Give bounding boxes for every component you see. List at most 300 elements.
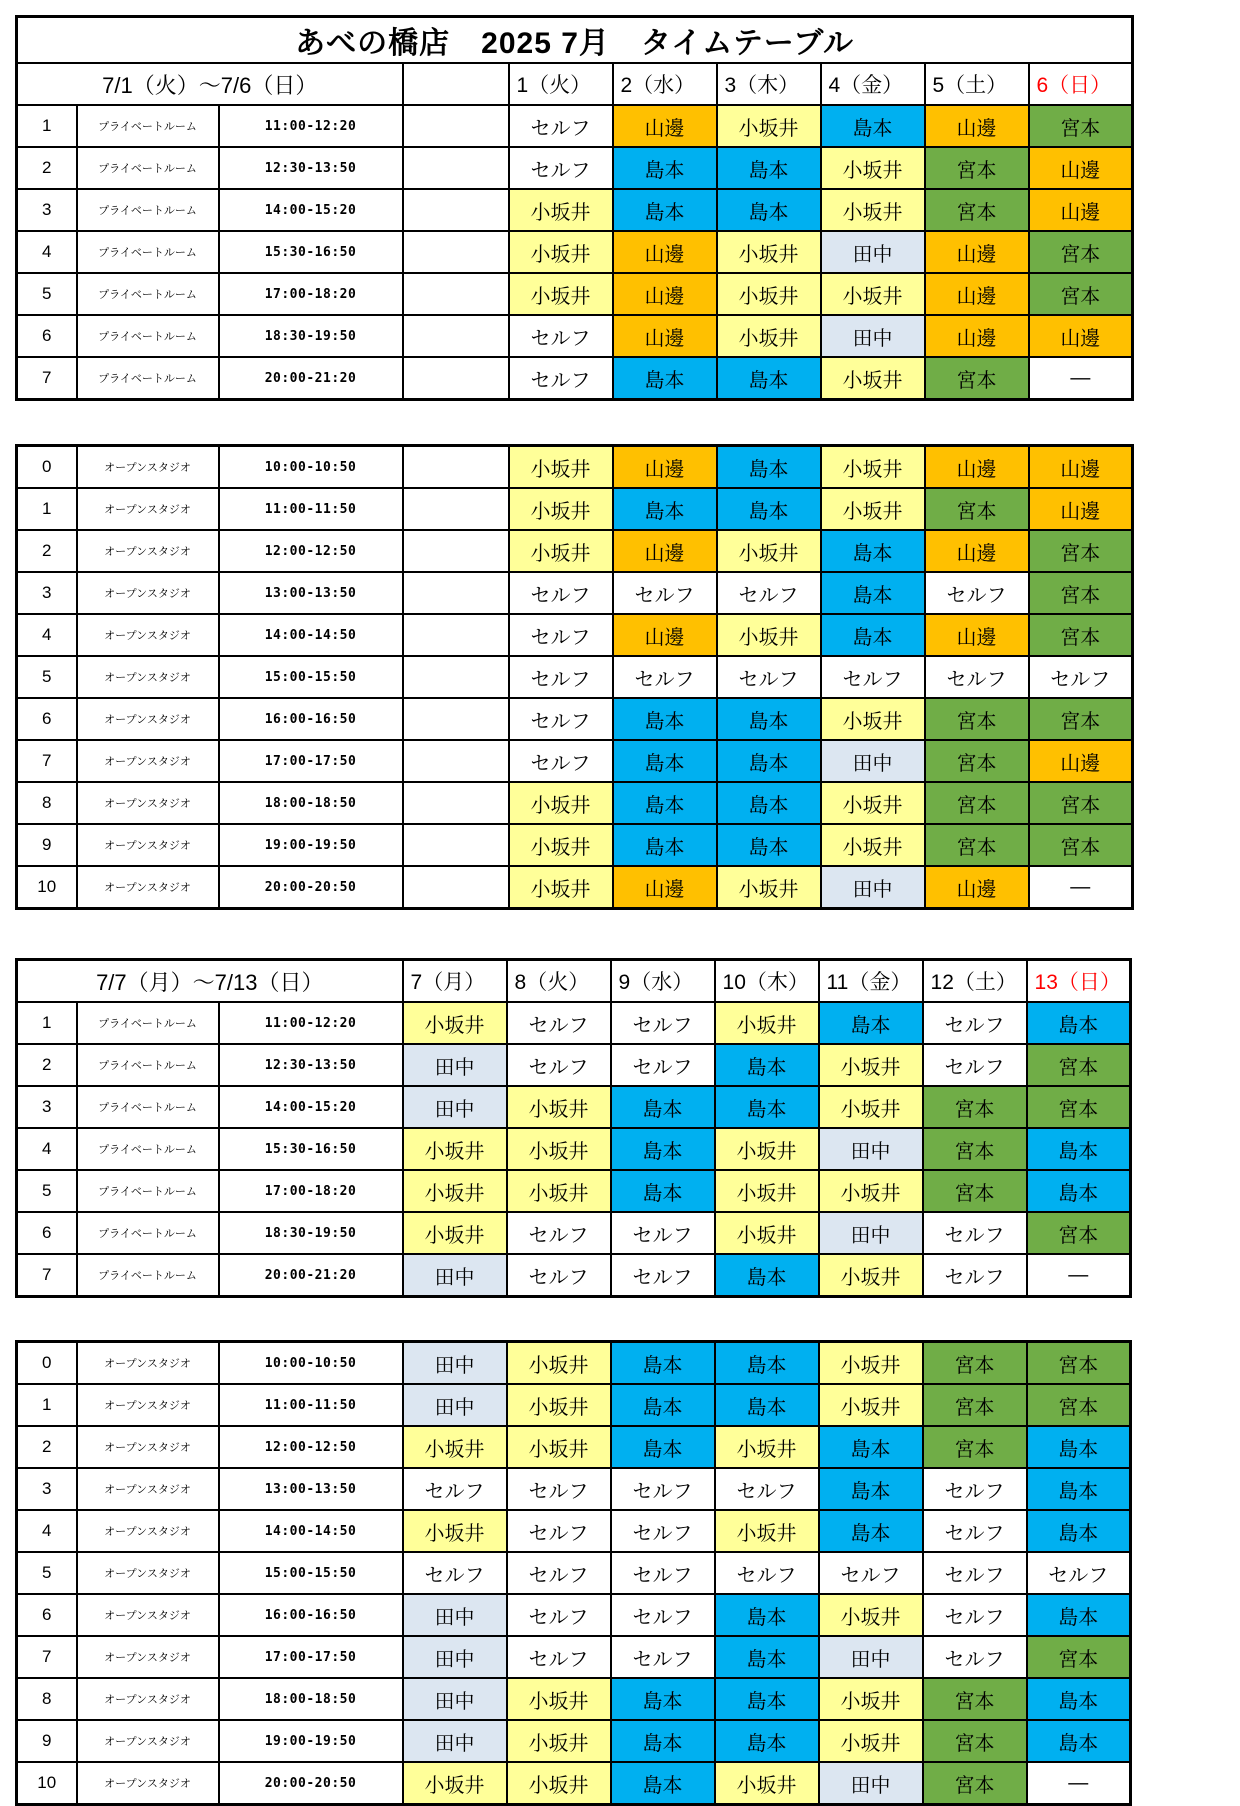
shift-cell: 島本 (1027, 1720, 1131, 1762)
shift-cell: セルフ (923, 1636, 1027, 1678)
shift-cell: 田中 (403, 1384, 507, 1426)
timeslot-row (17, 1552, 1131, 1594)
shift-cell: 田中 (819, 1212, 923, 1254)
room-label: オープンスタジオ (77, 782, 219, 824)
shift-cell: 小坂井 (717, 866, 821, 909)
shift-cell: セルフ (923, 1594, 1027, 1636)
page-title: あべの橋店 2025 7月 タイムテーブル (17, 17, 1133, 64)
room-label: プライベートルーム (77, 1044, 219, 1086)
shift-cell: 小坂井 (717, 530, 821, 572)
shift-cell: 宮本 (1029, 231, 1133, 273)
day-header: 10（木） (715, 960, 819, 1003)
time-range: 11:00-11:50 (219, 488, 403, 530)
timeslot-row (17, 357, 1133, 400)
shift-cell: 島本 (1027, 1594, 1131, 1636)
shift-cell: 小坂井 (821, 147, 925, 189)
shift-cell: 宮本 (925, 357, 1029, 400)
shift-cell: セルフ (509, 357, 613, 400)
shift-cell: 小坂井 (507, 1678, 611, 1720)
empty-day-cell (403, 147, 509, 189)
time-range: 16:00-16:50 (219, 698, 403, 740)
week-range-label: 7/7（月）～7/13（日） (17, 960, 403, 1003)
time-range: 13:00-13:50 (219, 1468, 403, 1510)
shift-cell: セルフ (507, 1510, 611, 1552)
slot-number: 6 (17, 1212, 77, 1254)
shift-cell: 宮本 (1027, 1636, 1131, 1678)
shift-cell: 山邊 (613, 273, 717, 315)
shift-cell: セルフ (509, 698, 613, 740)
shift-cell: 島本 (1027, 1426, 1131, 1468)
shift-cell: 山邊 (925, 315, 1029, 357)
empty-day-cell (403, 698, 509, 740)
shift-cell: セルフ (717, 572, 821, 614)
slot-number: 6 (17, 1594, 77, 1636)
shift-cell: セルフ (509, 105, 613, 147)
day-header: 4（金） (821, 63, 925, 105)
shift-cell: 島本 (715, 1594, 819, 1636)
empty-day-cell (403, 273, 509, 315)
slot-number: 2 (17, 1044, 77, 1086)
room-label: オープンスタジオ (77, 1384, 219, 1426)
shift-cell: セルフ (611, 1468, 715, 1510)
shift-cell: 田中 (821, 231, 925, 273)
shift-cell: 山邊 (925, 446, 1029, 489)
shift-cell: 小坂井 (403, 1170, 507, 1212)
shift-cell: 小坂井 (821, 273, 925, 315)
shift-cell: 小坂井 (717, 273, 821, 315)
room-label: オープンスタジオ (77, 1510, 219, 1552)
shift-cell: 小坂井 (509, 273, 613, 315)
day-header: 2（水） (613, 63, 717, 105)
timeslot-row (17, 273, 1133, 315)
shift-cell: セルフ (507, 1636, 611, 1678)
shift-cell: セルフ (923, 1002, 1027, 1044)
shift-cell: 宮本 (1029, 530, 1133, 572)
timeslot-row (17, 1426, 1131, 1468)
timeslot-row (17, 1212, 1131, 1254)
empty-day-cell (403, 357, 509, 400)
shift-cell: 島本 (717, 147, 821, 189)
timeslot-row (17, 824, 1133, 866)
shift-cell: セルフ (715, 1468, 819, 1510)
shift-cell: セルフ (613, 572, 717, 614)
shift-cell: 宮本 (1029, 273, 1133, 315)
shift-cell: 島本 (717, 740, 821, 782)
time-range: 19:00-19:50 (219, 824, 403, 866)
shift-cell: 山邊 (925, 105, 1029, 147)
shift-cell: 小坂井 (509, 782, 613, 824)
shift-cell: 島本 (717, 782, 821, 824)
shift-cell: 宮本 (1027, 1212, 1131, 1254)
time-range: 14:00-15:20 (219, 1086, 403, 1128)
shift-cell: 島本 (717, 824, 821, 866)
shift-cell: 小坂井 (821, 189, 925, 231)
empty-day-cell (403, 488, 509, 530)
room-label: オープンスタジオ (77, 488, 219, 530)
room-label: プライベートルーム (77, 189, 219, 231)
shift-cell: 島本 (1027, 1510, 1131, 1552)
room-label: プライベートルーム (77, 315, 219, 357)
room-label: オープンスタジオ (77, 1762, 219, 1805)
timeslot-row (17, 656, 1133, 698)
slot-number: 0 (17, 446, 77, 489)
shift-cell: 島本 (819, 1426, 923, 1468)
slot-number: 0 (17, 1342, 77, 1385)
shift-cell: セルフ (611, 1552, 715, 1594)
shift-cell: セルフ (925, 572, 1029, 614)
shift-cell: 宮本 (923, 1678, 1027, 1720)
slot-number: 10 (17, 866, 77, 909)
time-range: 14:00-14:50 (219, 614, 403, 656)
slot-number: 6 (17, 315, 77, 357)
time-range: 13:00-13:50 (219, 572, 403, 614)
shift-cell: 小坂井 (507, 1384, 611, 1426)
slot-number: 7 (17, 1254, 77, 1297)
day-header: 12（土） (923, 960, 1027, 1003)
timetable-week1-private-room (15, 15, 1134, 401)
shift-cell: 田中 (403, 1678, 507, 1720)
shift-cell: 小坂井 (509, 231, 613, 273)
shift-cell: 山邊 (613, 614, 717, 656)
shift-cell: 宮本 (923, 1086, 1027, 1128)
time-range: 14:00-14:50 (219, 1510, 403, 1552)
shift-cell: 田中 (403, 1636, 507, 1678)
room-label: オープンスタジオ (77, 446, 219, 489)
empty-day-header-cell (403, 63, 509, 105)
shift-cell: 山邊 (613, 446, 717, 489)
shift-cell: 島本 (613, 740, 717, 782)
shift-cell: 小坂井 (821, 782, 925, 824)
room-label: オープンスタジオ (77, 1720, 219, 1762)
room-label: オープンスタジオ (77, 698, 219, 740)
room-label: オープンスタジオ (77, 1468, 219, 1510)
shift-cell: 小坂井 (717, 315, 821, 357)
shift-cell: 山邊 (1029, 488, 1133, 530)
shift-cell: 小坂井 (715, 1128, 819, 1170)
room-label: プライベートルーム (77, 147, 219, 189)
shift-cell: 島本 (611, 1720, 715, 1762)
shift-cell: 山邊 (613, 866, 717, 909)
timeslot-row (17, 147, 1133, 189)
shift-cell: 小坂井 (821, 698, 925, 740)
empty-day-cell (403, 105, 509, 147)
shift-cell: 小坂井 (715, 1510, 819, 1552)
shift-cell: 宮本 (923, 1720, 1027, 1762)
room-label: プライベートルーム (77, 1002, 219, 1044)
time-range: 19:00-19:50 (219, 1720, 403, 1762)
empty-day-cell (403, 614, 509, 656)
shift-cell: 宮本 (1027, 1342, 1131, 1385)
room-label: オープンスタジオ (77, 740, 219, 782)
day-header: 1（火） (509, 63, 613, 105)
shift-cell: 山邊 (613, 530, 717, 572)
room-label: プライベートルーム (77, 357, 219, 400)
shift-cell: 小坂井 (715, 1212, 819, 1254)
shift-cell: 小坂井 (507, 1342, 611, 1385)
day-header: 3（木） (717, 63, 821, 105)
empty-day-cell (403, 315, 509, 357)
room-label: オープンスタジオ (77, 656, 219, 698)
shift-cell: 宮本 (925, 488, 1029, 530)
slot-number: 9 (17, 1720, 77, 1762)
timeslot-row (17, 1002, 1131, 1044)
day-header: 9（水） (611, 960, 715, 1003)
room-label: プライベートルーム (77, 1128, 219, 1170)
shift-cell: 島本 (1027, 1468, 1131, 1510)
timeslot-row (17, 740, 1133, 782)
shift-cell: 小坂井 (403, 1762, 507, 1805)
shift-cell: 小坂井 (717, 614, 821, 656)
time-range: 11:00-12:20 (219, 105, 403, 147)
shift-cell: 山邊 (613, 231, 717, 273)
shift-cell: 島本 (715, 1342, 819, 1385)
shift-cell: 宮本 (923, 1170, 1027, 1212)
shift-cell: 島本 (613, 782, 717, 824)
slot-number: 5 (17, 1552, 77, 1594)
room-label: オープンスタジオ (77, 1342, 219, 1385)
room-label: プライベートルーム (77, 231, 219, 273)
day-header: 11（金） (819, 960, 923, 1003)
time-range: 20:00-20:50 (219, 866, 403, 909)
time-range: 15:00-15:50 (219, 1552, 403, 1594)
time-range: 20:00-21:20 (219, 1254, 403, 1297)
shift-cell: 小坂井 (507, 1086, 611, 1128)
shift-cell: 小坂井 (821, 446, 925, 489)
slot-number: 5 (17, 656, 77, 698)
time-range: 15:30-16:50 (219, 231, 403, 273)
shift-cell: 小坂井 (819, 1086, 923, 1128)
shift-cell: 小坂井 (819, 1720, 923, 1762)
shift-cell: 小坂井 (821, 357, 925, 400)
shift-cell: セルフ (611, 1254, 715, 1297)
shift-cell: 山邊 (613, 105, 717, 147)
shift-cell: 小坂井 (403, 1128, 507, 1170)
shift-cell: 島本 (611, 1762, 715, 1805)
shift-cell: — (1027, 1254, 1131, 1297)
shift-cell: 島本 (819, 1002, 923, 1044)
shift-cell: セルフ (1029, 656, 1133, 698)
shift-cell: 島本 (717, 446, 821, 489)
timeslot-row (17, 530, 1133, 572)
shift-cell: 小坂井 (715, 1762, 819, 1805)
shift-cell: 田中 (821, 740, 925, 782)
slot-number: 7 (17, 740, 77, 782)
shift-cell: セルフ (507, 1254, 611, 1297)
shift-cell: — (1029, 357, 1133, 400)
shift-cell: セルフ (403, 1468, 507, 1510)
time-range: 11:00-12:20 (219, 1002, 403, 1044)
shift-cell: 小坂井 (715, 1426, 819, 1468)
empty-day-cell (403, 446, 509, 489)
shift-cell: 山邊 (1029, 315, 1133, 357)
shift-cell: 島本 (715, 1254, 819, 1297)
shift-cell: セルフ (819, 1552, 923, 1594)
shift-cell: 宮本 (1029, 572, 1133, 614)
shift-cell: 島本 (613, 488, 717, 530)
shift-cell: 小坂井 (715, 1002, 819, 1044)
empty-day-cell (403, 740, 509, 782)
empty-day-cell (403, 530, 509, 572)
room-label: オープンスタジオ (77, 1594, 219, 1636)
shift-cell: セルフ (507, 1594, 611, 1636)
shift-cell: 宮本 (925, 740, 1029, 782)
week-range-label: 7/1（火）～7/6（日） (17, 63, 403, 105)
shift-cell: 小坂井 (509, 189, 613, 231)
day-header: 6（日） (1029, 63, 1133, 105)
shift-cell: 田中 (821, 315, 925, 357)
timeslot-row (17, 1128, 1131, 1170)
shift-cell: セルフ (509, 315, 613, 357)
shift-cell: 島本 (1027, 1128, 1131, 1170)
shift-cell: 宮本 (1027, 1044, 1131, 1086)
shift-cell: 島本 (611, 1678, 715, 1720)
slot-number: 4 (17, 231, 77, 273)
room-label: プライベートルーム (77, 105, 219, 147)
slot-number: 5 (17, 273, 77, 315)
empty-day-cell (403, 572, 509, 614)
slot-number: 7 (17, 1636, 77, 1678)
shift-cell: 小坂井 (403, 1002, 507, 1044)
timeslot-row (17, 1636, 1131, 1678)
shift-cell: セルフ (613, 656, 717, 698)
shift-cell: 小坂井 (507, 1762, 611, 1805)
room-label: オープンスタジオ (77, 866, 219, 909)
shift-cell: 小坂井 (403, 1510, 507, 1552)
shift-cell: 小坂井 (509, 824, 613, 866)
shift-cell: 島本 (821, 530, 925, 572)
day-header: 13（日） (1027, 960, 1131, 1003)
timeslot-row (17, 1468, 1131, 1510)
shift-cell: セルフ (611, 1044, 715, 1086)
shift-cell: セルフ (717, 656, 821, 698)
shift-cell: 宮本 (925, 698, 1029, 740)
day-header: 5（土） (925, 63, 1029, 105)
shift-cell: 島本 (613, 189, 717, 231)
shift-cell: セルフ (509, 147, 613, 189)
shift-cell: 山邊 (1029, 446, 1133, 489)
timeslot-row (17, 1762, 1131, 1805)
shift-cell: 小坂井 (509, 866, 613, 909)
timeslot-row (17, 1170, 1131, 1212)
shift-cell: 島本 (819, 1468, 923, 1510)
room-label: プライベートルーム (77, 273, 219, 315)
shift-cell: 島本 (717, 698, 821, 740)
shift-cell: 島本 (613, 824, 717, 866)
shift-cell: 島本 (1027, 1002, 1131, 1044)
shift-cell: 島本 (611, 1426, 715, 1468)
slot-number: 3 (17, 1086, 77, 1128)
shift-cell: 宮本 (923, 1342, 1027, 1385)
shift-cell: 田中 (403, 1086, 507, 1128)
time-range: 20:00-20:50 (219, 1762, 403, 1805)
shift-cell: 島本 (613, 147, 717, 189)
shift-cell: 小坂井 (819, 1594, 923, 1636)
room-label: オープンスタジオ (77, 614, 219, 656)
room-label: オープンスタジオ (77, 530, 219, 572)
shift-cell: セルフ (509, 740, 613, 782)
shift-cell: セルフ (611, 1510, 715, 1552)
room-label: プライベートルーム (77, 1086, 219, 1128)
slot-number: 9 (17, 824, 77, 866)
shift-cell: 小坂井 (819, 1254, 923, 1297)
shift-cell: 宮本 (1029, 824, 1133, 866)
shift-cell: 小坂井 (819, 1384, 923, 1426)
time-range: 17:00-18:20 (219, 1170, 403, 1212)
shift-cell: 小坂井 (715, 1170, 819, 1212)
shift-cell: 宮本 (925, 824, 1029, 866)
timeslot-row (17, 1594, 1131, 1636)
shift-cell: 小坂井 (819, 1044, 923, 1086)
timeslot-row (17, 1678, 1131, 1720)
shift-cell: 田中 (403, 1254, 507, 1297)
shift-cell: 小坂井 (403, 1426, 507, 1468)
shift-cell: 小坂井 (821, 488, 925, 530)
timeslot-row (17, 1384, 1131, 1426)
timeslot-row (17, 1342, 1131, 1385)
shift-cell: — (1027, 1762, 1131, 1805)
shift-cell: 宮本 (923, 1384, 1027, 1426)
shift-cell: セルフ (923, 1510, 1027, 1552)
shift-cell: 田中 (819, 1636, 923, 1678)
slot-number: 7 (17, 357, 77, 400)
shift-cell: 小坂井 (819, 1342, 923, 1385)
shift-cell: 島本 (821, 614, 925, 656)
slot-number: 8 (17, 782, 77, 824)
slot-number: 2 (17, 1426, 77, 1468)
time-range: 20:00-21:20 (219, 357, 403, 400)
shift-cell: セルフ (507, 1044, 611, 1086)
shift-cell: セルフ (923, 1212, 1027, 1254)
empty-day-cell (403, 824, 509, 866)
shift-cell: セルフ (507, 1212, 611, 1254)
shift-cell: 田中 (403, 1720, 507, 1762)
shift-cell: 小坂井 (509, 488, 613, 530)
shift-cell: 宮本 (925, 189, 1029, 231)
shift-cell: 山邊 (925, 273, 1029, 315)
shift-cell: 小坂井 (509, 446, 613, 489)
shift-cell: 島本 (611, 1086, 715, 1128)
shift-cell: 宮本 (1029, 782, 1133, 824)
shift-cell: 宮本 (925, 782, 1029, 824)
shift-cell: 田中 (819, 1762, 923, 1805)
empty-day-cell (403, 656, 509, 698)
shift-cell: — (1029, 866, 1133, 909)
timeslot-row (17, 189, 1133, 231)
shift-cell: 宮本 (923, 1426, 1027, 1468)
slot-number: 5 (17, 1170, 77, 1212)
shift-cell: 島本 (715, 1720, 819, 1762)
shift-cell: 島本 (717, 357, 821, 400)
shift-cell: 島本 (1027, 1678, 1131, 1720)
day-header: 8（火） (507, 960, 611, 1003)
shift-cell: セルフ (403, 1552, 507, 1594)
time-range: 14:00-15:20 (219, 189, 403, 231)
slot-number: 3 (17, 1468, 77, 1510)
shift-cell: 小坂井 (819, 1678, 923, 1720)
shift-cell: 島本 (715, 1044, 819, 1086)
timeslot-row (17, 105, 1133, 147)
time-range: 15:00-15:50 (219, 656, 403, 698)
shift-cell: 宮本 (1029, 105, 1133, 147)
time-range: 12:00-12:50 (219, 1426, 403, 1468)
shift-cell: 島本 (715, 1678, 819, 1720)
shift-cell: 島本 (715, 1086, 819, 1128)
shift-cell: 宮本 (1027, 1384, 1131, 1426)
slot-number: 4 (17, 1510, 77, 1552)
shift-cell: セルフ (715, 1552, 819, 1594)
timeslot-row (17, 231, 1133, 273)
timeslot-row (17, 1044, 1131, 1086)
